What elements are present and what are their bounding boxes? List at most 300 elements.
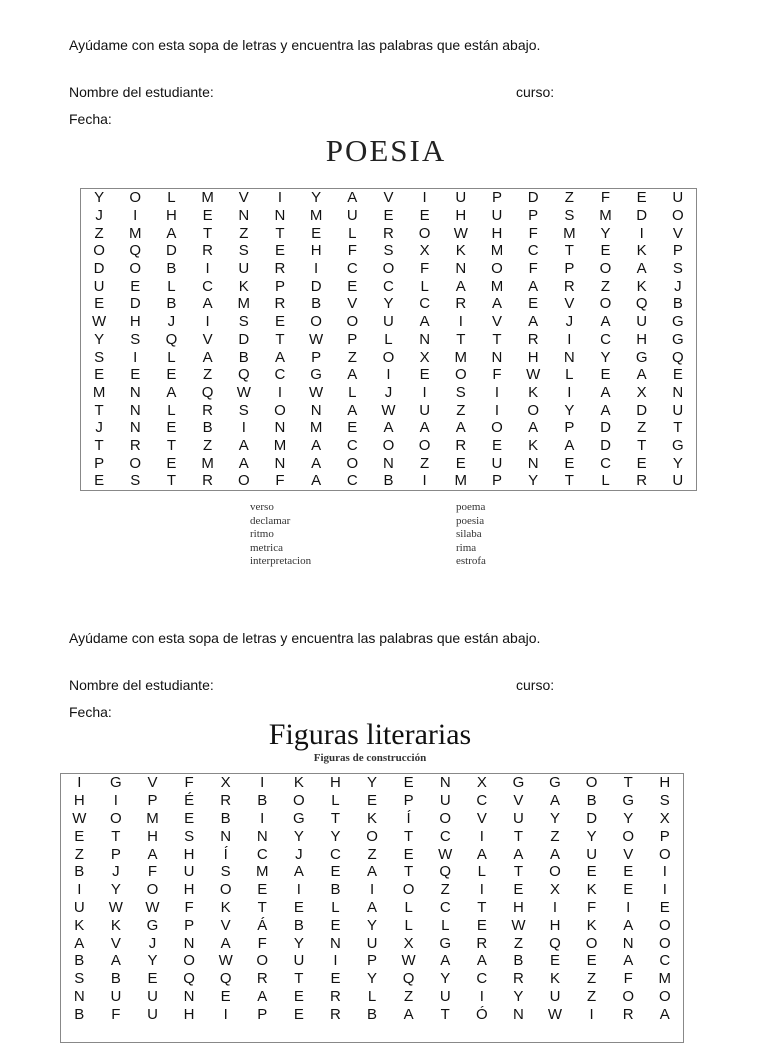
grid-letter: E: [330, 863, 341, 881]
grid-letter: I: [133, 207, 138, 225]
grid-letter: E: [347, 419, 358, 437]
grid-letter: R: [274, 260, 286, 278]
grid-letter: E: [330, 970, 341, 988]
grid-letter: I: [479, 827, 484, 845]
grid-letter: O: [418, 436, 431, 454]
grid-letter: W: [145, 898, 160, 916]
grid-letter: N: [330, 934, 341, 952]
grid-letter: G: [672, 330, 684, 348]
grid-letter: G: [146, 916, 159, 934]
grid-letter: B: [74, 952, 85, 970]
grid-letter: Ó: [475, 1005, 488, 1023]
grid-letter: A: [74, 934, 85, 952]
grid-letter: B: [74, 1005, 85, 1023]
grid-letter: I: [133, 348, 138, 366]
grid-letter: U: [455, 189, 467, 207]
grid-letter: F: [587, 898, 597, 916]
grid-letter: Q: [201, 383, 214, 401]
grid-letter: E: [403, 845, 414, 863]
grid-letter: N: [183, 987, 195, 1005]
grid-letter: N: [274, 419, 286, 437]
grid-letter: I: [277, 383, 283, 401]
grid-letter: I: [333, 952, 338, 970]
grid-letter: S: [220, 863, 231, 881]
grid-letter: O: [599, 260, 612, 278]
grid-letter: A: [238, 436, 249, 454]
puzzle-title: POESIA: [325, 133, 447, 168]
grid-letter: E: [202, 207, 213, 225]
grid-letter: M: [563, 224, 576, 242]
grid-letter: I: [567, 330, 572, 348]
grid-letter: M: [146, 809, 159, 827]
grid-letter: L: [367, 987, 377, 1005]
grid-letter: J: [95, 419, 103, 437]
grid-letter: T: [111, 827, 121, 845]
grid-letter: R: [636, 472, 648, 490]
grid-letter: O: [256, 952, 269, 970]
grid-letter: E: [293, 987, 304, 1005]
grid-letter: U: [419, 401, 431, 419]
grid-letter: M: [454, 348, 468, 366]
grid-letter: N: [256, 827, 268, 845]
grid-letter: R: [256, 970, 268, 988]
grid-letter: K: [238, 277, 249, 295]
grid-letter: M: [490, 277, 504, 295]
grid-letter: O: [310, 313, 322, 331]
grid-letter: Y: [367, 774, 378, 792]
grid-row: [81, 242, 696, 260]
grid-letter: I: [113, 792, 118, 810]
grid-letter: A: [659, 1005, 670, 1023]
grid-letter: K: [636, 242, 647, 260]
grid-letter: I: [77, 774, 82, 792]
grid-letter: U: [73, 898, 85, 916]
grid-letter: F: [111, 1005, 121, 1023]
grid-letter: E: [383, 207, 394, 225]
grid-row: [81, 348, 696, 366]
grid-letter: I: [369, 881, 375, 899]
grid-letter: B: [311, 295, 322, 313]
grid-letter: W: [438, 845, 453, 863]
grid-letter: I: [241, 419, 246, 437]
grid-row: [81, 472, 696, 490]
grid-letter: A: [347, 401, 358, 419]
grid-letter: Y: [513, 987, 524, 1005]
grid-letter: F: [184, 774, 194, 792]
grid-letter: K: [293, 774, 304, 792]
grid-letter: O: [402, 881, 415, 899]
grid-letter: O: [146, 881, 159, 899]
grid-letter: U: [672, 472, 684, 490]
grid-letter: Z: [203, 436, 213, 454]
grid-row: [81, 401, 696, 419]
grid-letter: X: [419, 242, 430, 260]
grid-letter: B: [513, 952, 524, 970]
grid-letter: N: [383, 454, 394, 472]
grid-letter: D: [238, 330, 250, 348]
grid-letter: F: [492, 366, 502, 384]
grid-letter: E: [586, 863, 597, 881]
grid-letter: J: [295, 845, 303, 863]
grid-letter: C: [256, 845, 268, 863]
grid-letter: E: [147, 970, 158, 988]
grid-letter: O: [110, 809, 122, 827]
grid-letter: A: [347, 366, 358, 384]
grid-letter: Y: [528, 472, 539, 490]
grid-letter: V: [383, 189, 394, 207]
grid-letter: Y: [367, 916, 378, 934]
grid-letter: O: [658, 916, 671, 934]
grid-letter: O: [346, 313, 359, 331]
grid-letter: G: [622, 792, 635, 810]
grid-letter: E: [257, 881, 268, 899]
grid-letter: S: [238, 242, 249, 260]
word-item: poema: [456, 501, 486, 513]
grid-letter: M: [273, 436, 287, 454]
grid-letter: H: [491, 224, 503, 242]
grid-letter: A: [455, 277, 466, 295]
grid-letter: U: [110, 987, 122, 1005]
grid-letter: F: [623, 970, 633, 988]
grid-letter: E: [94, 472, 105, 490]
grid-letter: I: [260, 809, 265, 827]
grid-letter: A: [311, 454, 322, 472]
grid-letter: E: [166, 419, 177, 437]
grid-letter: N: [220, 827, 232, 845]
grid-letter: H: [129, 313, 141, 331]
word-search-grid: [60, 773, 684, 1043]
grid-letter: I: [277, 189, 283, 207]
grid-letter: G: [672, 313, 684, 331]
grid-letter: O: [585, 934, 598, 952]
grid-letter: J: [674, 277, 682, 295]
grid-letter: F: [528, 260, 538, 278]
grid-letter: I: [296, 881, 301, 899]
word-item: ritmo: [250, 528, 274, 541]
grid-letter: C: [346, 472, 358, 490]
grid-row: [61, 863, 683, 881]
grid-letter: R: [330, 987, 341, 1005]
grid-letter: A: [220, 934, 231, 952]
grid-letter: M: [201, 189, 214, 207]
grid-letter: T: [513, 827, 523, 845]
grid-letter: H: [455, 207, 467, 225]
grid-letter: E: [130, 366, 141, 384]
grid-letter: Y: [147, 952, 158, 970]
grid-letter: Y: [383, 295, 394, 313]
grid-letter: L: [565, 366, 574, 384]
grid-letter: R: [476, 934, 488, 952]
grid-letter: O: [622, 827, 635, 845]
grid-letter: U: [636, 313, 648, 331]
grid-letter: O: [622, 987, 635, 1005]
grid-letter: U: [439, 792, 451, 810]
grid-letter: C: [659, 952, 671, 970]
grid-letter: B: [586, 792, 597, 810]
grid-letter: L: [420, 277, 429, 295]
grid-letter: Z: [347, 348, 357, 366]
grid-letter: E: [600, 242, 611, 260]
grid-letter: F: [275, 472, 285, 490]
grid-letter: E: [636, 454, 647, 472]
grid-letter: P: [311, 348, 322, 366]
grid-letter: U: [549, 987, 561, 1005]
grid-letter: A: [293, 863, 304, 881]
course-label: curso:: [516, 84, 555, 100]
grid-letter: C: [346, 436, 358, 454]
grid-letter: G: [439, 934, 452, 952]
grid-letter: Q: [635, 295, 648, 313]
grid-letter: J: [95, 207, 103, 225]
grid-letter: A: [257, 987, 268, 1005]
grid-letter: O: [672, 207, 684, 225]
grid-letter: C: [439, 898, 451, 916]
grid-letter: D: [527, 189, 539, 207]
grid-letter: C: [330, 845, 341, 863]
grid-letter: X: [419, 348, 430, 366]
grid-letter: Y: [293, 827, 304, 845]
grid-letter: W: [547, 1005, 563, 1023]
grid-letter: Í: [406, 809, 411, 827]
grid-letter: A: [528, 313, 539, 331]
grid-row: [61, 916, 683, 934]
grid-letter: M: [599, 207, 612, 225]
grid-letter: E: [367, 792, 378, 810]
grid-letter: Í: [223, 845, 228, 863]
grid-letter: H: [636, 330, 648, 348]
grid-letter: A: [166, 224, 177, 242]
grid-row: [61, 845, 683, 863]
grid-letter: U: [366, 934, 378, 952]
grid-letter: V: [672, 224, 683, 242]
grid-letter: D: [636, 401, 648, 419]
grid-letter: A: [274, 348, 285, 366]
grid-letter: T: [294, 970, 304, 988]
grid-letter: U: [672, 401, 684, 419]
grid-letter: J: [167, 313, 176, 331]
grid-letter: O: [454, 366, 467, 384]
grid-letter: M: [454, 472, 468, 490]
grid-letter: D: [310, 277, 322, 295]
grid-letter: L: [477, 863, 486, 881]
grid-letter: F: [347, 242, 357, 260]
grid-letter: G: [549, 774, 561, 792]
grid-letter: C: [476, 792, 488, 810]
grid-letter: N: [73, 987, 85, 1005]
grid-letter: H: [166, 207, 177, 225]
grid-letter: E: [419, 207, 430, 225]
grid-letter: T: [404, 827, 414, 845]
grid-letter: Z: [367, 845, 377, 863]
grid-letter: K: [550, 970, 561, 988]
grid-letter: E: [166, 366, 177, 384]
grid-letter: D: [636, 207, 648, 225]
grid-letter: O: [129, 260, 142, 278]
puzzle-subtitle: Figuras de construcción: [313, 752, 427, 764]
grid-letter: W: [218, 952, 233, 970]
grid-letter: S: [184, 827, 195, 845]
grid-letter: Q: [439, 863, 452, 881]
grid-letter: A: [476, 845, 487, 863]
grid-letter: I: [567, 383, 572, 401]
grid-letter: K: [636, 277, 647, 295]
grid-letter: I: [458, 313, 463, 331]
grid-letter: E: [672, 366, 683, 384]
grid-row: [81, 331, 696, 349]
grid-letter: V: [476, 809, 487, 827]
grid-letter: A: [367, 898, 378, 916]
grid-letter: H: [183, 845, 195, 863]
grid-letter: O: [219, 881, 232, 899]
grid-letter: E: [623, 881, 634, 899]
grid-letter: A: [311, 436, 322, 454]
grid-letter: J: [112, 863, 120, 881]
grid-letter: O: [527, 401, 539, 419]
grid-letter: A: [600, 313, 611, 331]
grid-letter: D: [586, 809, 598, 827]
grid-letter: O: [183, 952, 195, 970]
grid-letter: J: [565, 313, 574, 331]
grid-letter: S: [672, 260, 683, 278]
grid-letter: O: [658, 987, 671, 1005]
grid-letter: M: [201, 454, 214, 472]
grid-letter: X: [403, 934, 414, 952]
grid-letter: B: [74, 863, 85, 881]
grid-letter: E: [600, 366, 611, 384]
grid-letter: E: [274, 313, 285, 331]
grid-row: [81, 277, 696, 295]
grid-letter: B: [293, 916, 304, 934]
grid-row: [61, 1005, 683, 1023]
grid-letter: C: [439, 827, 451, 845]
grid-letter: Q: [549, 934, 561, 952]
grid-letter: A: [419, 313, 430, 331]
grid-letter: E: [311, 224, 322, 242]
grid-letter: E: [74, 827, 85, 845]
grid-letter: E: [564, 454, 575, 472]
grid-letter: I: [422, 383, 427, 401]
grid-letter: V: [491, 313, 502, 331]
grid-letter: P: [403, 792, 414, 810]
grid-letter: M: [309, 419, 323, 437]
grid-letter: A: [528, 277, 539, 295]
course-label: curso:: [516, 677, 555, 693]
grid-letter: K: [528, 436, 539, 454]
student-name-label: Nombre del estudiante:: [69, 677, 214, 693]
grid-letter: Z: [550, 827, 560, 845]
grid-letter: I: [494, 401, 500, 419]
grid-letter: C: [527, 242, 539, 260]
grid-letter: Y: [293, 934, 304, 952]
grid-letter: O: [658, 845, 671, 863]
grid-letter: O: [237, 472, 250, 490]
grid-letter: A: [550, 792, 561, 810]
grid-letter: O: [549, 863, 561, 881]
grid-letter: G: [293, 809, 305, 827]
grid-letter: M: [237, 295, 251, 313]
grid-letter: P: [564, 260, 575, 278]
grid-letter: O: [585, 774, 598, 792]
word-item: interpretacion: [250, 555, 312, 568]
grid-letter: O: [491, 260, 503, 278]
grid-row: [61, 952, 683, 970]
grid-row: [81, 207, 696, 225]
grid-letter: F: [184, 898, 194, 916]
word-item: silaba: [456, 528, 482, 541]
grid-letter: Z: [203, 366, 213, 384]
grid-letter: E: [293, 1005, 304, 1023]
grid-letter: O: [491, 419, 503, 437]
grid-letter: P: [94, 454, 105, 472]
grid-letter: W: [72, 809, 87, 827]
grid-letter: A: [476, 952, 487, 970]
grid-letter: Y: [330, 827, 341, 845]
grid-letter: A: [110, 952, 121, 970]
grid-letter: E: [550, 952, 561, 970]
grid-letter: V: [238, 189, 249, 207]
grid-letter: E: [623, 863, 634, 881]
grid-letter: E: [419, 366, 430, 384]
grid-letter: K: [528, 383, 539, 401]
grid-row: [61, 881, 683, 899]
grid-letter: N: [672, 383, 684, 401]
grid-row: [61, 934, 683, 952]
grid-letter: T: [203, 224, 213, 242]
word-item: metrica: [250, 541, 283, 554]
grid-letter: T: [330, 809, 341, 827]
grid-letter: C: [419, 295, 431, 313]
grid-letter: U: [491, 207, 503, 225]
grid-letter: A: [347, 189, 358, 207]
grid-letter: F: [528, 224, 538, 242]
grid-letter: Y: [586, 827, 597, 845]
grid-letter: C: [202, 277, 214, 295]
grid-letter: Q: [183, 970, 195, 988]
grid-letter: R: [220, 792, 232, 810]
grid-letter: A: [491, 295, 502, 313]
grid-letter: N: [419, 330, 431, 348]
grid-letter: A: [636, 260, 647, 278]
grid-letter: N: [274, 207, 286, 225]
grid-letter: O: [293, 792, 305, 810]
grid-letter: X: [636, 383, 647, 401]
grid-letter: A: [440, 952, 451, 970]
grid-letter: V: [110, 934, 121, 952]
grid-letter: A: [367, 863, 378, 881]
grid-letter: Y: [94, 330, 105, 348]
grid-letter: A: [513, 845, 524, 863]
grid-letter: U: [586, 845, 598, 863]
grid-letter: A: [202, 348, 213, 366]
grid-letter: B: [367, 1005, 378, 1023]
grid-letter: Z: [420, 454, 430, 472]
grid-letter: Y: [564, 401, 575, 419]
grid-letter: Z: [94, 224, 104, 242]
grid-letter: O: [366, 827, 378, 845]
grid-letter: S: [659, 792, 670, 810]
grid-letter: N: [274, 454, 286, 472]
grid-letter: Y: [600, 224, 611, 242]
grid-letter: I: [479, 987, 484, 1005]
grid-letter: Z: [564, 189, 574, 207]
grid-letter: R: [563, 277, 575, 295]
grid-letter: S: [238, 313, 249, 331]
grid-letter: M: [658, 970, 672, 988]
grid-letter: L: [404, 916, 413, 934]
grid-letter: B: [166, 260, 177, 278]
grid-letter: Z: [587, 970, 597, 988]
grid-letter: T: [404, 863, 414, 881]
